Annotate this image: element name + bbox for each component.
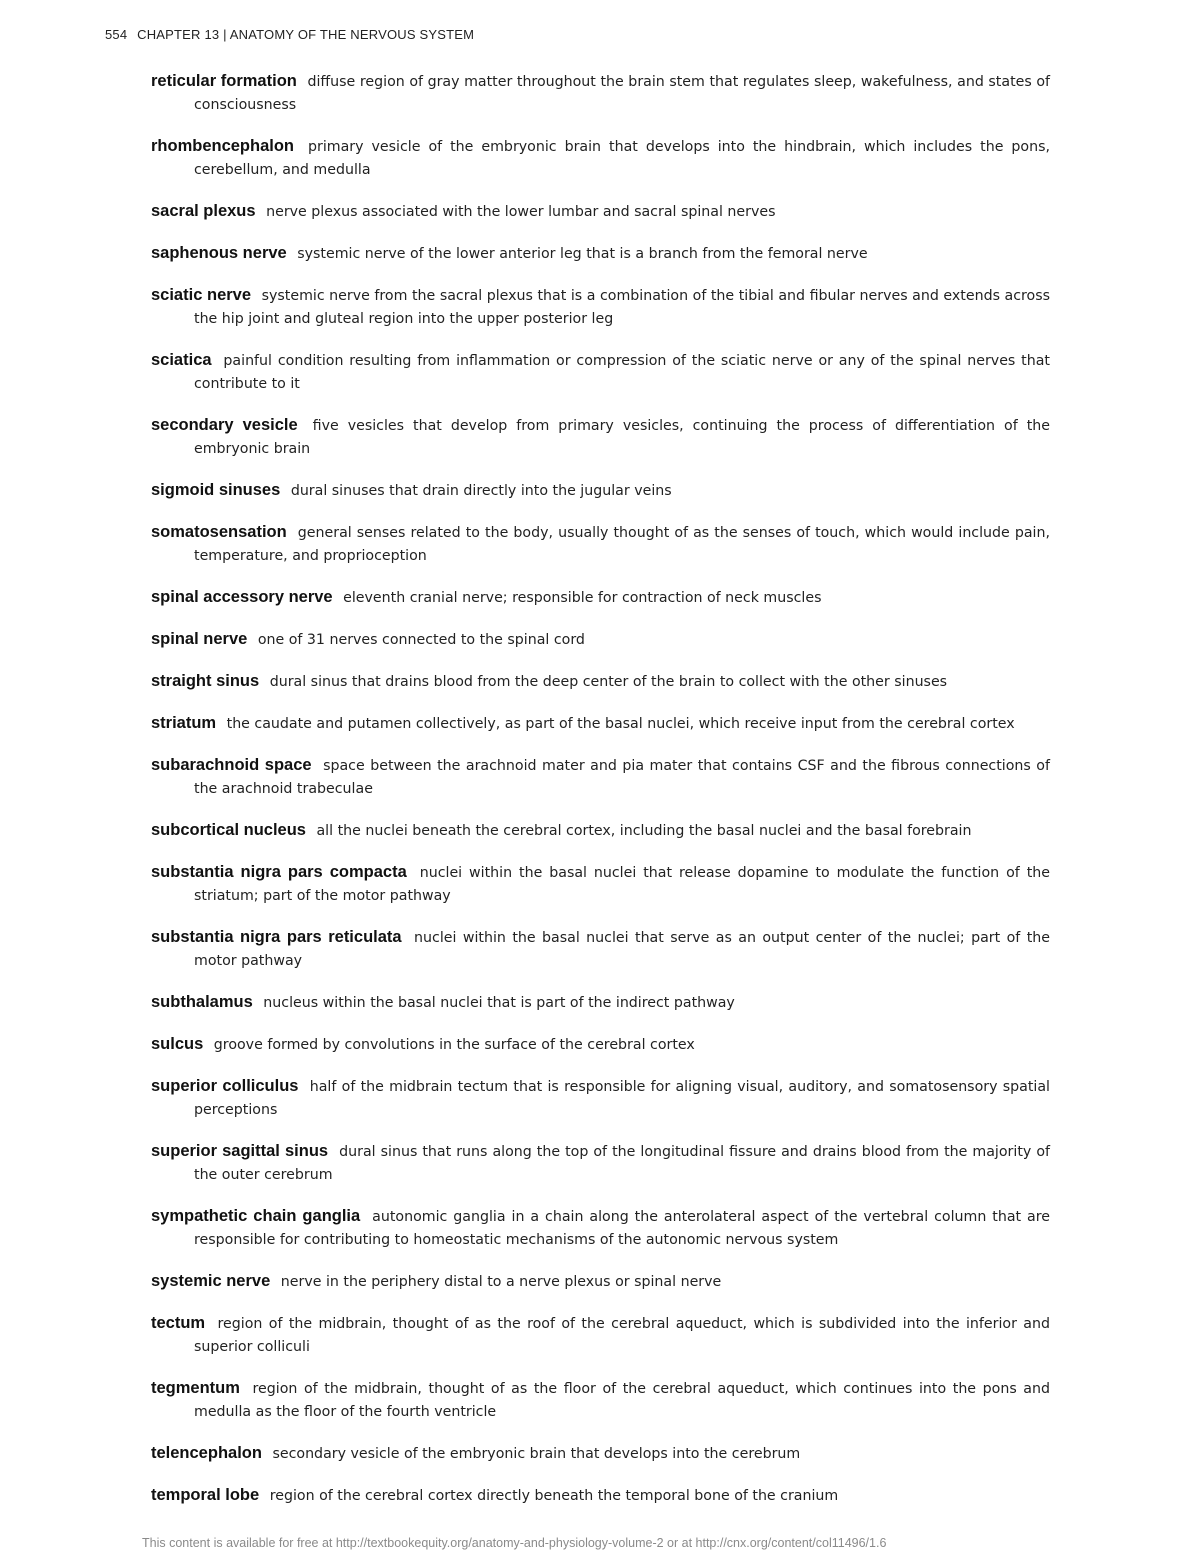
glossary-entry [151, 1312, 1050, 1359]
glossary-term: rhombencephalon [151, 137, 295, 155]
glossary-definition: groove formed by convolutions in the surface of the cerebral cortex [213, 1037, 695, 1053]
glossary-definition: half of the midbrain tectum that is responsible for aligning visual, auditory, and somatosensory spatial perceptions [194, 1079, 1050, 1118]
glossary-list [151, 70, 1050, 1526]
glossary-entry [151, 479, 1050, 503]
glossary-definition: five vesicles that develop from primary vesicles, continuing the process of differentiation of the embryonic brain [194, 418, 1050, 457]
glossary-entry [151, 349, 1050, 396]
glossary-entry [151, 861, 1050, 908]
glossary-entry [151, 135, 1050, 182]
glossary-term: tegmentum [151, 1379, 240, 1397]
glossary-definition: nuclei within the basal nuclei that release dopamine to modulate the function of the striatum; part of the motor pathway [194, 865, 1050, 904]
glossary-term: subthalamus [151, 993, 253, 1011]
glossary-entry [151, 1033, 1050, 1057]
glossary-definition: region of the cerebral cortex directly beneath the temporal bone of the cranium [269, 1488, 839, 1504]
glossary-term: reticular formation [151, 72, 297, 90]
glossary-term: telencephalon [151, 1444, 262, 1462]
glossary-definition: general senses related to the body, usually thought of as the senses of touch, which would include pain, temperature, and proprioception [194, 525, 1050, 564]
glossary-entry [151, 1075, 1050, 1122]
glossary-term: sigmoid sinuses [151, 481, 281, 499]
glossary-term: substantia nigra pars reticulata [151, 928, 402, 946]
glossary-entry [151, 586, 1050, 610]
glossary-entry [151, 991, 1050, 1015]
page-footer: This content is available for free at http://textbookequity.org/anatomy-and-physiology-volume-2 or at http://cnx.org/content/col11496/1.6 [142, 1536, 887, 1550]
glossary-definition: primary vesicle of the embryonic brain that develops into the hindbrain, which includes the pons, cerebellum, and medulla [194, 139, 1050, 178]
glossary-definition: eleventh cranial nerve; responsible for contraction of neck muscles [343, 590, 822, 606]
glossary-definition: region of the midbrain, thought of as the roof of the cerebral aqueduct, which is subdivided into the inferior and superior colliculi [194, 1316, 1051, 1355]
glossary-term: subarachnoid space [151, 756, 312, 774]
glossary-definition: systemic nerve from the sacral plexus that is a combination of the tibial and fibular nerves and extends across the hip joint and gluteal region into the upper posterior leg [194, 288, 1051, 327]
glossary-term: sympathetic chain ganglia [151, 1207, 361, 1225]
glossary-entry [151, 70, 1050, 117]
glossary-entry [151, 284, 1050, 331]
glossary-entry [151, 754, 1050, 801]
glossary-term: tectum [151, 1314, 206, 1332]
glossary-term: sacral plexus [151, 202, 256, 220]
glossary-term: substantia nigra pars compacta [151, 863, 407, 881]
glossary-entry [151, 414, 1050, 461]
glossary-term: saphenous nerve [151, 244, 287, 262]
glossary-definition: nerve plexus associated with the lower lumbar and sacral spinal nerves [266, 204, 776, 220]
glossary-term: subcortical nucleus [151, 821, 306, 839]
glossary-definition: dural sinuses that drain directly into the jugular veins [290, 483, 672, 499]
chapter-title: CHAPTER 13 | ANATOMY OF THE NERVOUS SYSTEM [137, 27, 475, 42]
glossary-term: temporal lobe [151, 1486, 260, 1504]
glossary-term: superior sagittal sinus [151, 1142, 329, 1160]
glossary-entry [151, 242, 1050, 266]
glossary-entry [151, 819, 1050, 843]
glossary-definition: space between the arachnoid mater and pia mater that contains CSF and the fibrous connections of the arachnoid trabeculae [194, 758, 1050, 797]
glossary-term: sciatica [151, 351, 212, 369]
glossary-entry [151, 200, 1050, 224]
glossary-definition: nuclei within the basal nuclei that serve as an output center of the nuclei; part of the motor pathway [194, 930, 1051, 969]
glossary-definition: dural sinus that runs along the top of the longitudinal fissure and drains blood from the majority of the outer cerebrum [194, 1144, 1050, 1183]
glossary-term: striatum [151, 714, 217, 732]
glossary-entry [151, 926, 1050, 973]
glossary-definition: the caudate and putamen collectively, as part of the basal nuclei, which receive input from the cerebral cortex [226, 716, 1015, 732]
glossary-term: sulcus [151, 1035, 204, 1053]
glossary-entry [151, 670, 1050, 694]
glossary-definition: secondary vesicle of the embryonic brain that develops into the cerebrum [272, 1446, 801, 1462]
glossary-term: secondary vesicle [151, 416, 298, 434]
glossary-entry [151, 628, 1050, 652]
glossary-entry [151, 1140, 1050, 1187]
glossary-definition: diffuse region of gray matter throughout the brain stem that regulates sleep, wakefulness, and states of consciousness [194, 74, 1051, 113]
glossary-definition: systemic nerve of the lower anterior leg that is a branch from the femoral nerve [297, 246, 868, 262]
glossary-entry [151, 1484, 1050, 1508]
glossary-term: superior colliculus [151, 1077, 299, 1095]
glossary-term: straight sinus [151, 672, 260, 690]
glossary-entry [151, 521, 1050, 568]
glossary-definition: autonomic ganglia in a chain along the anterolateral aspect of the vertebral column that are responsible for contributing to homeostatic mechanisms of the autonomic nervous system [194, 1209, 1050, 1248]
glossary-definition: one of 31 nerves connected to the spinal cord [257, 632, 585, 648]
glossary-term: somatosensation [151, 523, 287, 541]
glossary-entry [151, 1270, 1050, 1294]
glossary-term: spinal accessory nerve [151, 588, 333, 606]
glossary-entry [151, 1442, 1050, 1466]
glossary-definition: dural sinus that drains blood from the deep center of the brain to collect with the other sinuses [269, 674, 948, 690]
glossary-entry [151, 712, 1050, 736]
glossary-term: sciatic nerve [151, 286, 252, 304]
glossary-term: spinal nerve [151, 630, 248, 648]
glossary-entry [151, 1377, 1050, 1424]
glossary-definition: nucleus within the basal nuclei that is part of the indirect pathway [263, 995, 735, 1011]
glossary-definition: nerve in the periphery distal to a nerve plexus or spinal nerve [280, 1274, 722, 1290]
glossary-term: systemic nerve [151, 1272, 271, 1290]
glossary-definition: region of the midbrain, thought of as the floor of the cerebral aqueduct, which continues into the pons and medulla as the floor of the fourth ventricle [194, 1381, 1051, 1420]
running-header [105, 27, 474, 42]
glossary-definition: painful condition resulting from inflammation or compression of the sciatic nerve or any of the spinal nerves that contribute to it [194, 353, 1050, 392]
glossary-entry [151, 1205, 1050, 1252]
glossary-definition: all the nuclei beneath the cerebral cortex, including the basal nuclei and the basal forebrain [316, 823, 972, 839]
page-number: 554 [105, 27, 128, 42]
